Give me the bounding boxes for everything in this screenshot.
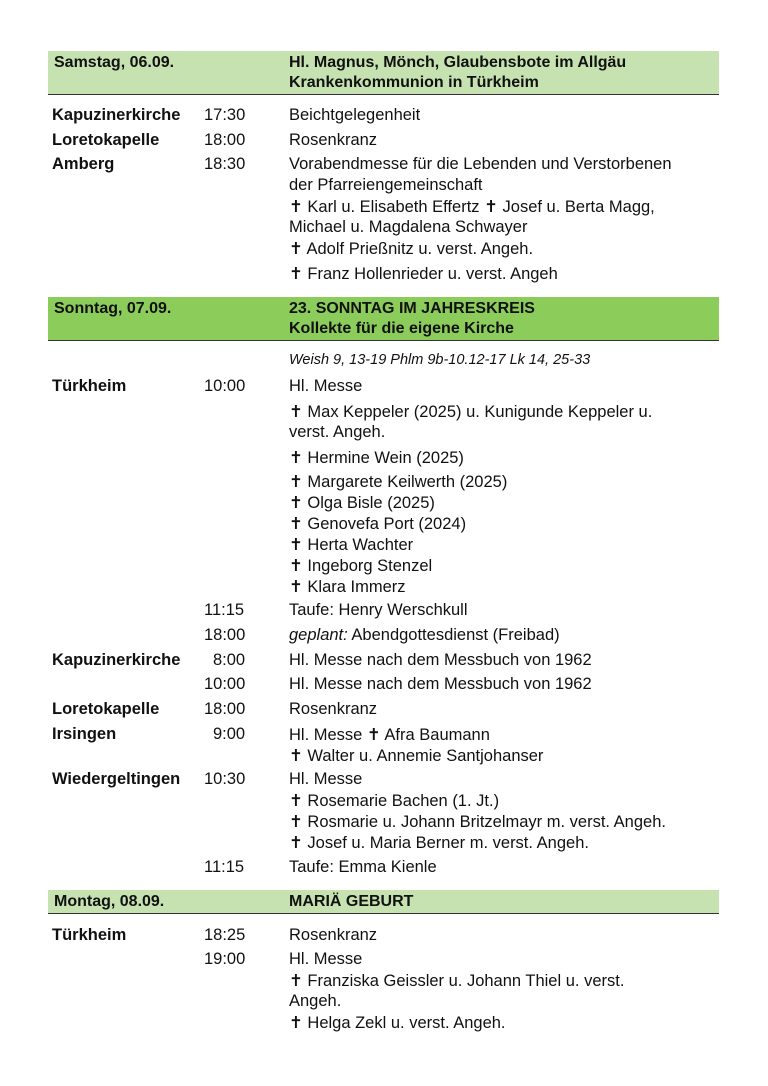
intention-line: ✝ Karl u. Elisabeth Effertz ✝ Josef u. Berta Magg, (289, 198, 655, 216)
entry-text: Hl. Messe (289, 377, 363, 395)
intention-line: Angeh. (289, 992, 342, 1010)
intention-line: ✝ Ingeborg Stenzel (289, 557, 433, 575)
place-label: Loretokapelle (52, 131, 160, 149)
intention-line: ✝ Genovefa Port (2024) (289, 515, 467, 533)
time-label: 10:00 (204, 377, 246, 395)
intention-line: ✝ Olga Bisle (2025) (289, 494, 435, 512)
place-label: Amberg (52, 155, 115, 173)
time-label: 19:00 (204, 950, 246, 968)
entry-text: Hl. Messe (289, 950, 363, 968)
time-label: 11:15 (204, 858, 245, 876)
bible-readings: Weish 9, 13-19 Phlm 9b-10.12-17 Lk 14, 25-33 (289, 352, 591, 368)
place-label: Kapuzinerkirche (52, 106, 181, 124)
time-label: 18:30 (204, 155, 246, 173)
day-date-label: Sonntag, 07.09. (54, 300, 172, 317)
entry-text: Rosenkranz (289, 700, 378, 718)
planned-prefix: geplant: (289, 626, 348, 644)
intention-line: ✝ Hermine Wein (2025) (289, 449, 464, 467)
intention-line: ✝ Margarete Keilwerth (2025) (289, 473, 508, 491)
entry-text-main: Abendgottesdienst (Freibad) (351, 626, 560, 644)
intention-line: ✝ Walter u. Annemie Santjohanser (289, 747, 544, 765)
intention-line: Michael u. Magdalena Schwayer (289, 218, 528, 236)
intention-line: ✝ Max Keppeler (2025) u. Kunigunde Keppeler u. (289, 403, 653, 421)
time-label: 11:15 (204, 601, 245, 619)
entry-text: Hl. Messe ✝ Afra Baumann (289, 726, 490, 744)
entry-text: Hl. Messe (289, 770, 363, 788)
intention-line: ✝ Adolf Prießnitz u. verst. Angeh. (289, 240, 534, 258)
intention-line: ✝ Franziska Geissler u. Johann Thiel u. verst. (289, 972, 625, 990)
day-date-label: Montag, 08.09. (54, 893, 165, 910)
place-label: Türkheim (52, 377, 127, 395)
feast-subtitle: Krankenkommunion in Türkheim (289, 74, 539, 91)
entry-text: Taufe: Emma Kienle (289, 858, 437, 876)
divider (48, 913, 719, 914)
intention-line: ✝ Franz Hollenrieder u. verst. Angeh (289, 265, 558, 283)
entry-text: der Pfarreiengemeinschaft (289, 176, 483, 194)
feast-subtitle: Kollekte für die eigene Kirche (289, 320, 514, 337)
time-label: 18:00 (204, 626, 246, 644)
intention-line: ✝ Helga Zekl u. verst. Angeh. (289, 1014, 506, 1032)
entry-text: Rosenkranz (289, 131, 378, 149)
time-label: 17:30 (204, 106, 246, 124)
place-label: Kapuzinerkirche (52, 651, 181, 669)
intention-line: verst. Angeh. (289, 423, 386, 441)
entry-text (289, 626, 560, 645)
time-label: 8:00 (213, 651, 246, 669)
place-label: Wiedergeltingen (52, 770, 181, 788)
time-label: 10:30 (204, 770, 246, 788)
time-label: 10:00 (204, 675, 246, 693)
place-label: Irsingen (52, 725, 117, 743)
divider (48, 94, 719, 95)
day-date-label: Samstag, 06.09. (54, 54, 175, 71)
entry-text: Hl. Messe nach dem Messbuch von 1962 (289, 651, 592, 669)
feast-title: Hl. Magnus, Mönch, Glaubensbote im Allgäu (289, 54, 627, 71)
place-label: Türkheim (52, 926, 127, 944)
time-label: 18:00 (204, 700, 246, 718)
entry-text: Vorabendmesse für die Lebenden und Verstorbenen (289, 155, 672, 173)
place-label: Loretokapelle (52, 700, 160, 718)
divider (48, 340, 719, 341)
intention-line: ✝ Josef u. Maria Berner m. verst. Angeh. (289, 834, 589, 852)
entry-text: Beichtgelegenheit (289, 106, 421, 124)
entry-text: Taufe: Henry Werschkull (289, 601, 468, 619)
time-label: 18:25 (204, 926, 246, 944)
time-label: 9:00 (213, 725, 246, 743)
feast-title: 23. SONNTAG IM JAHRESKREIS (289, 300, 535, 317)
entry-text: Hl. Messe nach dem Messbuch von 1962 (289, 675, 592, 693)
intention-line: ✝ Herta Wachter (289, 536, 414, 554)
entry-text: Rosenkranz (289, 926, 378, 944)
intention-line: ✝ Rosmarie u. Johann Britzelmayr m. verst. Angeh. (289, 813, 666, 831)
feast-title: MARIÄ GEBURT (289, 893, 414, 910)
intention-line: ✝ Rosemarie Bachen (1. Jt.) (289, 792, 500, 810)
intention-line: ✝ Klara Immerz (289, 578, 406, 596)
time-label: 18:00 (204, 131, 246, 149)
